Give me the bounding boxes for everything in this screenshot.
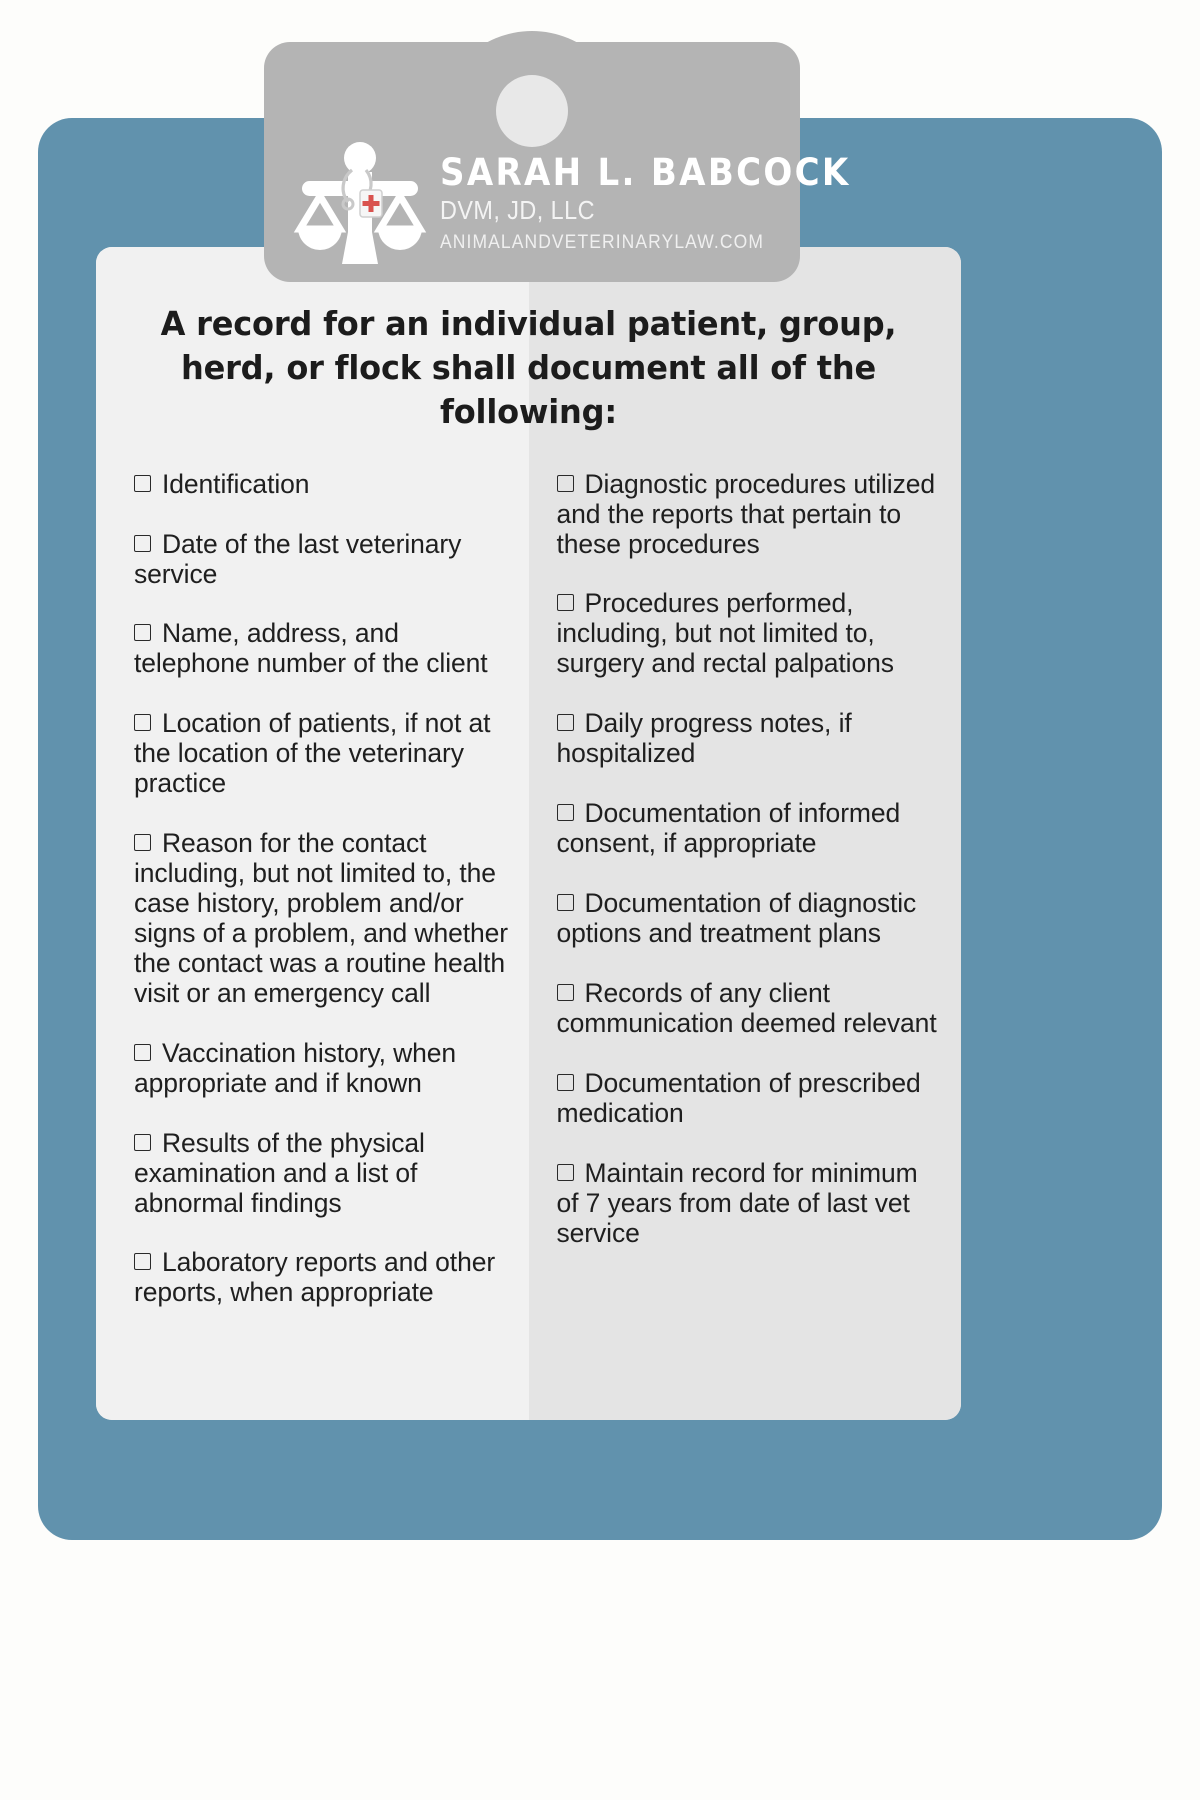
- checkbox-icon[interactable]: [557, 1164, 574, 1181]
- checklist-item-label: Reason for the contact including, but not limited to, the case history, problem and/or signs of a problem, and whether the contact was a routine health visit or an emergency call: [134, 828, 509, 1008]
- checkbox-icon[interactable]: [134, 1253, 151, 1270]
- checkbox-icon[interactable]: [557, 1074, 574, 1091]
- checklist-item-label: Vaccination history, when appropriate and if known: [134, 1037, 457, 1098]
- checkbox-icon[interactable]: [134, 834, 151, 851]
- brand-name: SARAH L. BABCOCK: [440, 151, 851, 194]
- checkbox-icon[interactable]: [134, 714, 151, 731]
- checklist-column-left: [96, 470, 529, 1339]
- checkbox-icon[interactable]: [134, 475, 151, 492]
- checklist-item-label: Documentation of prescribed medication: [556, 1067, 921, 1128]
- checklist-item[interactable]: [134, 470, 511, 500]
- checkbox-icon[interactable]: [557, 894, 574, 911]
- checklist-item-label: Procedures performed, including, but not limited to, surgery and rectal palpations: [556, 588, 894, 679]
- checklist-item-label: Identification: [162, 468, 310, 499]
- checklist-item[interactable]: [134, 530, 511, 590]
- checklist-item[interactable]: [557, 589, 940, 679]
- checklist-item[interactable]: [557, 1159, 940, 1249]
- checklist-item-label: Diagnostic procedures utilized and the reports that pertain to these procedures: [556, 468, 936, 559]
- brand-website: ANIMALANDVETERINARYLAW.COM: [440, 231, 764, 253]
- checklist-item-label: Laboratory reports and other reports, when appropriate: [134, 1247, 496, 1308]
- checklist-columns: [96, 470, 961, 1339]
- checkbox-icon[interactable]: [557, 594, 574, 611]
- checkbox-icon[interactable]: [557, 475, 574, 492]
- scales-of-justice-veterinarian-icon: [290, 132, 430, 272]
- checklist-item[interactable]: [557, 1069, 940, 1129]
- checklist-item[interactable]: [557, 470, 940, 560]
- checklist-item-label: Results of the physical examination and a list of abnormal findings: [134, 1127, 425, 1218]
- checklist-item[interactable]: [557, 979, 940, 1039]
- paper-sheet: [96, 247, 961, 1420]
- checklist-item-label: Maintain record for minimum of 7 years from date of last vet service: [556, 1157, 918, 1248]
- checklist-item[interactable]: [134, 1129, 511, 1219]
- checkbox-icon[interactable]: [557, 984, 574, 1001]
- checklist-item[interactable]: [134, 1248, 511, 1308]
- brand-logo: [290, 130, 851, 280]
- checkbox-icon[interactable]: [134, 1134, 151, 1151]
- checklist-item-label: Location of patients, if not at the location of the veterinary practice: [134, 708, 491, 799]
- checklist-item-label: Documentation of informed consent, if appropriate: [556, 798, 901, 859]
- checklist-item[interactable]: [134, 709, 511, 799]
- checkbox-icon[interactable]: [134, 1044, 151, 1061]
- checklist-item[interactable]: [134, 829, 511, 1009]
- checklist-item[interactable]: [557, 889, 940, 949]
- checklist-item-label: Documentation of diagnostic options and treatment plans: [556, 888, 917, 948]
- page-title: A record for an individual patient, group, herd, or flock shall document all of the following:: [160, 304, 897, 431]
- checklist-item[interactable]: [557, 799, 940, 859]
- checklist-column-right: [529, 470, 962, 1339]
- checklist-item[interactable]: [557, 709, 940, 769]
- checkbox-icon[interactable]: [134, 535, 151, 552]
- checklist-item[interactable]: [134, 619, 511, 679]
- checkbox-icon[interactable]: [557, 714, 574, 731]
- checkbox-icon[interactable]: [134, 624, 151, 641]
- checklist-item-label: Daily progress notes, if hospitalized: [556, 708, 852, 769]
- checklist-item-label: Records of any client communication deemed relevant: [556, 977, 937, 1038]
- checklist-item[interactable]: [134, 1039, 511, 1099]
- checklist-item-label: Name, address, and telephone number of the client: [134, 618, 488, 679]
- brand-credentials: DVM, JD, LLC: [440, 195, 595, 225]
- checklist-item-label: Date of the last veterinary service: [134, 528, 462, 589]
- checkbox-icon[interactable]: [557, 804, 574, 821]
